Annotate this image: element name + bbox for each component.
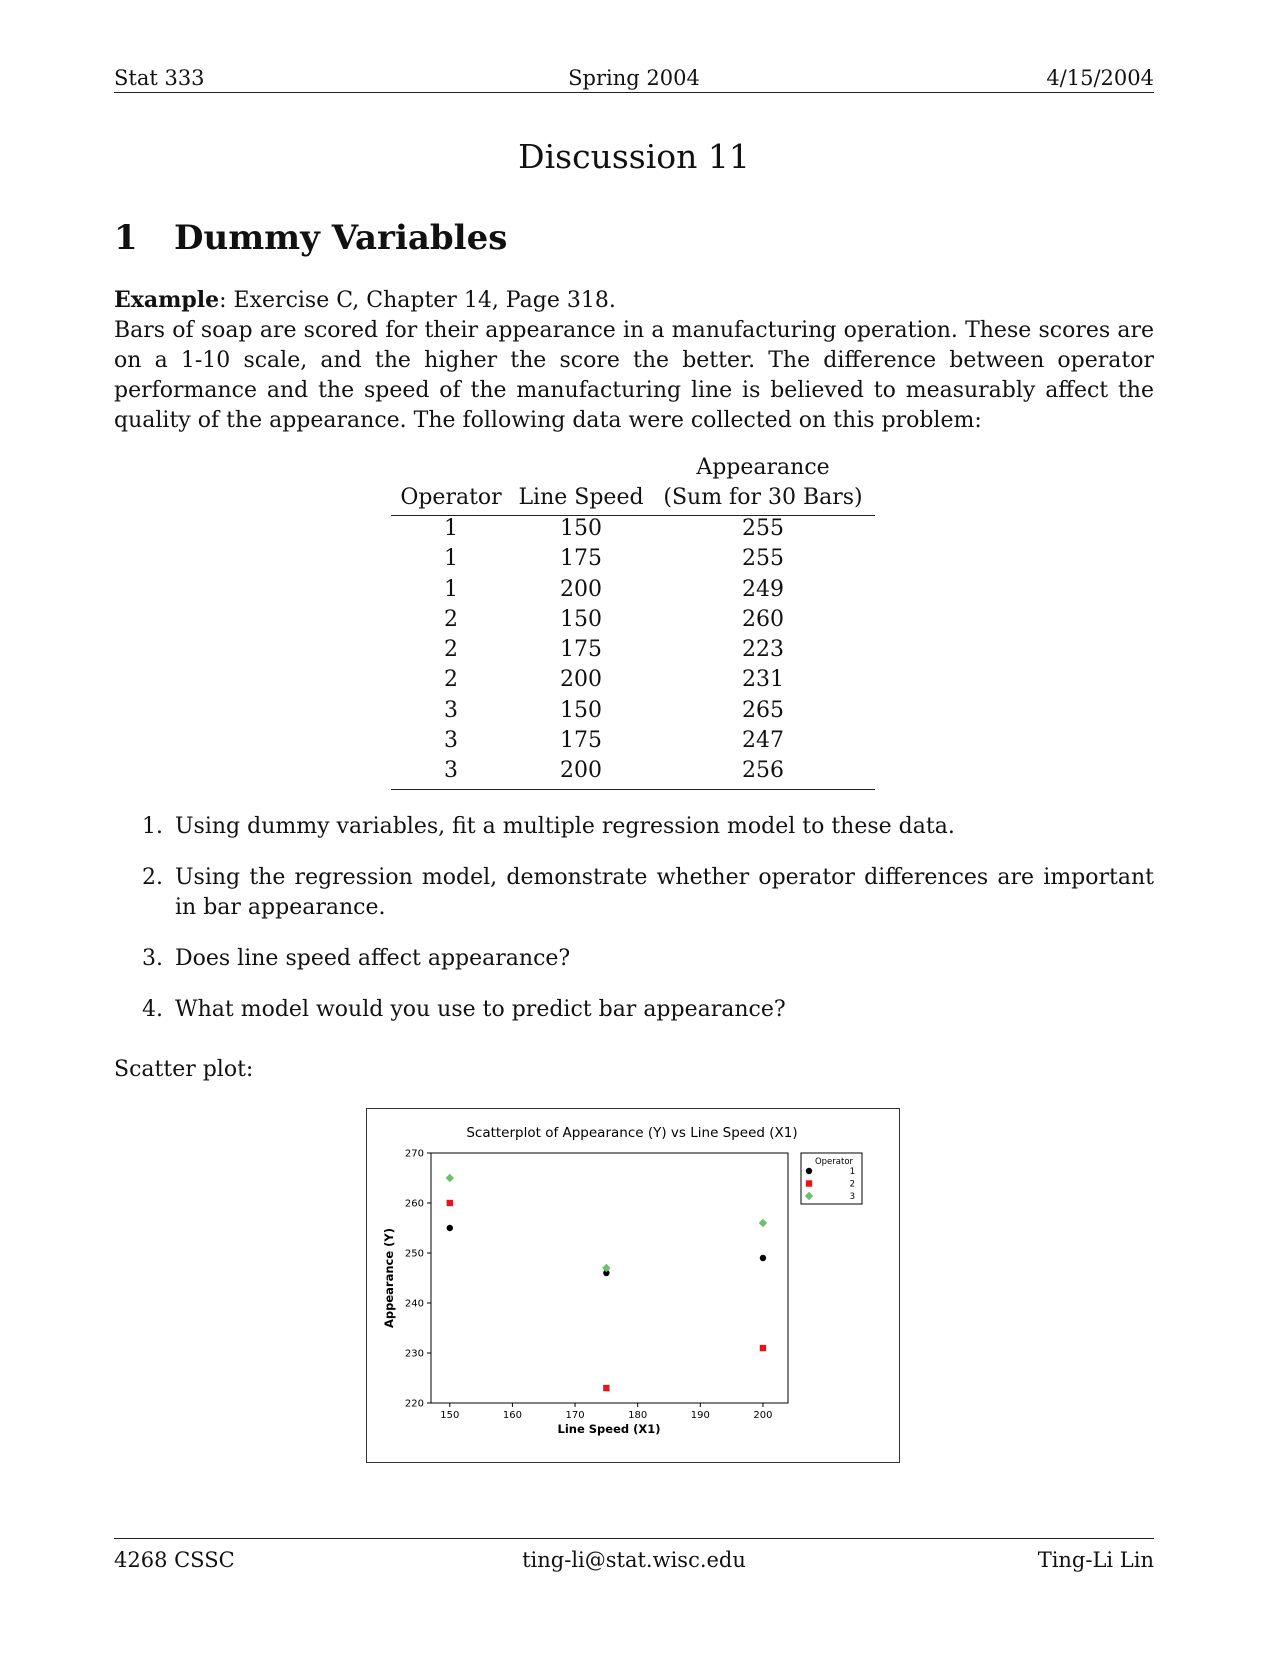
cell-operator: 1 [444, 516, 458, 541]
scatter-plot-label: Scatter plot: [114, 1057, 254, 1082]
data-point-operator-3 [446, 1174, 454, 1182]
table-row [391, 667, 875, 697]
cell-line-speed: 175 [560, 728, 602, 754]
table-row [391, 758, 875, 788]
x-axis [440, 1403, 772, 1421]
table-bottom-rule [391, 789, 875, 790]
cell-appearance: 231 [742, 667, 784, 693]
data-point-operator-2 [760, 1345, 766, 1351]
legend-label-operator-3: 3 [849, 1192, 855, 1202]
data-point-operator-3 [759, 1219, 767, 1227]
table-row [391, 637, 875, 667]
example-reference: : Exercise C, Chapter 14, Page 318. [219, 288, 616, 313]
plot-frame [431, 1153, 788, 1403]
section-number: 1 [114, 218, 138, 258]
cell-line-speed: 150 [560, 697, 602, 723]
question-item [114, 995, 1154, 1025]
y-tick-label: 230 [404, 1348, 424, 1360]
table-row [391, 607, 875, 637]
chart-svg [367, 1109, 899, 1462]
question-list [114, 812, 1154, 1025]
legend [801, 1153, 862, 1204]
table-row [391, 577, 875, 607]
table-row [391, 728, 875, 758]
header-term: Spring 2004 [568, 66, 700, 90]
question-text: Does line speed affect appearance? [175, 946, 571, 971]
legend-title: Operator [814, 1157, 854, 1167]
cell-appearance: 223 [742, 637, 784, 663]
y-tick-label: 260 [404, 1198, 424, 1210]
y-axis [405, 1149, 431, 1410]
legend-marker-operator-1 [806, 1168, 812, 1174]
example-label: Example [114, 287, 220, 313]
cell-line-speed: 200 [560, 576, 602, 602]
data-point-operator-1 [760, 1255, 766, 1261]
cell-appearance: 260 [742, 606, 784, 632]
footer-email: ting-li@stat.wisc.edu [522, 1548, 746, 1572]
y-tick-label: 250 [404, 1248, 424, 1260]
header-rule [114, 92, 1154, 93]
cell-line-speed: 150 [560, 606, 602, 632]
data-point-operator-3 [602, 1264, 610, 1272]
legend-label-operator-1: 1 [849, 1167, 855, 1177]
data-table [391, 455, 875, 790]
footer-rule [114, 1538, 1154, 1539]
cell-appearance: 247 [742, 728, 784, 754]
footer-office: 4268 CSSC [114, 1548, 235, 1572]
question-text: Using dummy variables, fit a multiple regression model to these data. [175, 814, 955, 839]
example-text: Bars of soap are scored for their appearance in a manufacturing operation. These scores are on a 1-10 scale, and the higher the score the better. The difference between operator performance and the speed of the manufacturing line is believed to measurably affect the quality of the appearance. The following data were collected on this problem: [114, 318, 1154, 433]
data-points [446, 1174, 768, 1391]
footer-author: Ting-Li Lin [1037, 1548, 1154, 1572]
legend-label-operator-2: 2 [849, 1179, 855, 1190]
legend-marker-operator-2 [806, 1180, 812, 1186]
col-header-appearance-sub: (Sum for 30 Bars) [663, 485, 863, 510]
y-tick-label: 270 [404, 1148, 424, 1160]
question-number: 1. [142, 814, 163, 839]
question-item [114, 944, 1154, 974]
cell-appearance: 255 [742, 546, 784, 572]
cell-operator: 2 [444, 637, 458, 663]
header-date: 4/15/2004 [1046, 66, 1154, 90]
cell-appearance: 265 [742, 697, 784, 723]
y-tick-label: 240 [404, 1298, 424, 1310]
example-paragraph [114, 285, 1154, 436]
question-item [114, 863, 1154, 923]
cell-operator: 1 [444, 546, 458, 572]
y-axis-label: Appearance (Y) [382, 1227, 396, 1329]
cell-appearance: 256 [742, 758, 784, 784]
document-page [114, 0, 1154, 1656]
x-tick-label: 160 [502, 1410, 522, 1421]
cell-operator: 3 [444, 728, 458, 754]
cell-operator: 2 [444, 667, 458, 693]
section-title: Dummy Variables [174, 218, 508, 258]
question-item [114, 812, 1154, 842]
col-header-line-speed: Line Speed [518, 485, 644, 510]
table-row [391, 516, 875, 546]
question-text: What model would you use to predict bar appearance? [175, 997, 786, 1022]
cell-operator: 3 [444, 697, 458, 723]
data-point-operator-1 [447, 1225, 453, 1231]
cell-operator: 2 [444, 606, 458, 632]
x-tick-label: 190 [690, 1410, 710, 1421]
question-number: 4. [142, 997, 163, 1022]
question-number: 2. [142, 865, 163, 890]
table-row [391, 546, 875, 576]
x-tick-label: 150 [440, 1410, 460, 1421]
col-header-appearance: Appearance [696, 455, 830, 480]
cell-line-speed: 200 [560, 758, 602, 784]
question-number: 3. [142, 946, 163, 971]
chart-title: Scatterplot of Appearance (Y) vs Line Speed (X1) [466, 1125, 798, 1141]
cell-line-speed: 150 [560, 516, 602, 541]
header-course: Stat 333 [114, 66, 205, 90]
y-tick-label: 220 [404, 1398, 424, 1410]
scatter-chart [366, 1108, 900, 1463]
question-text: Using the regression model, demonstrate whether operator differences are important in bar appearance. [175, 865, 1154, 920]
cell-line-speed: 175 [560, 637, 602, 663]
cell-appearance: 249 [742, 576, 784, 602]
x-tick-label: 170 [565, 1410, 585, 1421]
col-header-operator: Operator [400, 485, 502, 510]
page-title: Discussion 11 [518, 137, 750, 176]
table-body [391, 516, 875, 789]
cell-operator: 3 [444, 758, 458, 784]
table-header-row [391, 485, 875, 515]
cell-appearance: 255 [742, 516, 784, 541]
section-heading [114, 218, 507, 258]
cell-line-speed: 200 [560, 667, 602, 693]
cell-line-speed: 175 [560, 546, 602, 572]
data-point-operator-2 [603, 1385, 609, 1391]
data-point-operator-2 [447, 1200, 453, 1206]
x-axis-label: Line Speed (X1) [557, 1422, 661, 1436]
table-row [391, 698, 875, 728]
cell-operator: 1 [444, 576, 458, 602]
x-tick-label: 200 [753, 1410, 773, 1421]
x-tick-label: 180 [628, 1410, 648, 1421]
table-header-row-top [391, 455, 875, 485]
